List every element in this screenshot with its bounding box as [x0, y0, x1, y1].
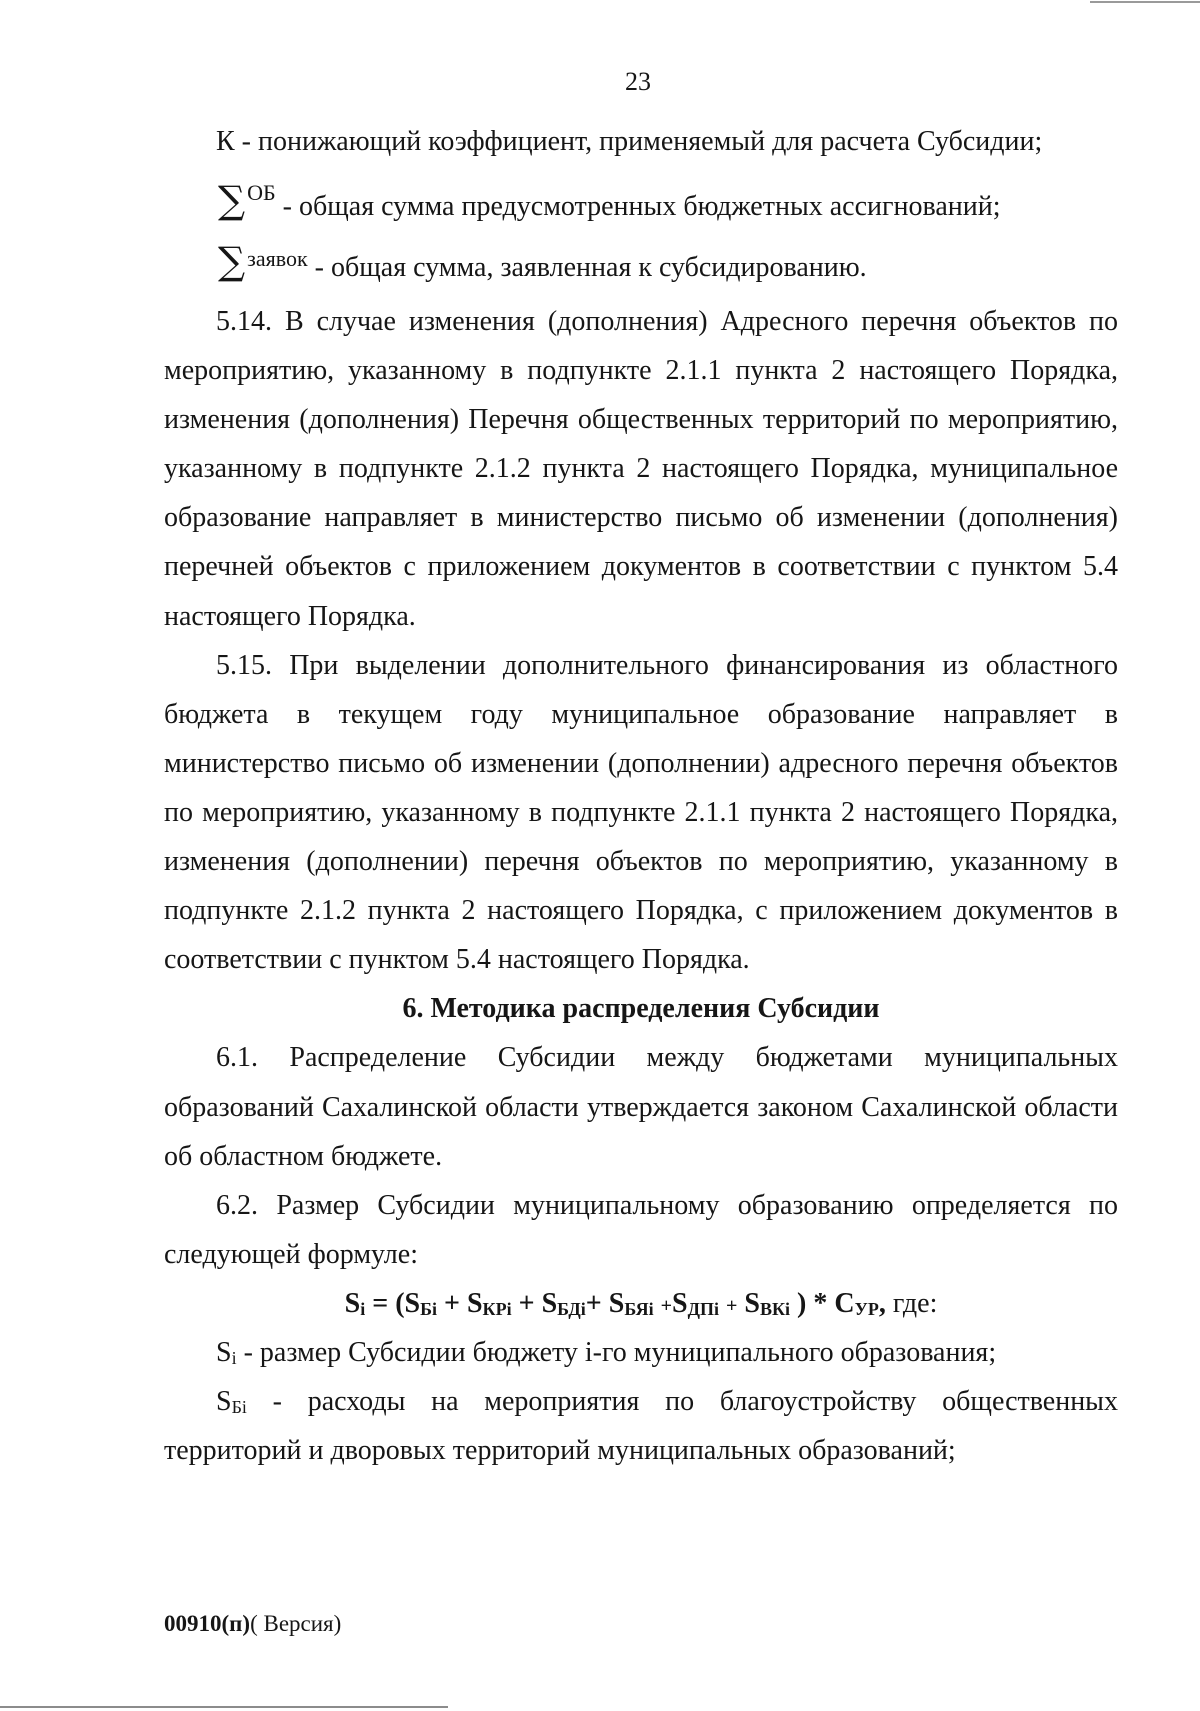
formula-subscript: ВКi: [759, 1298, 791, 1319]
document-body: [164, 297, 1118, 1475]
paragraph-line: образование направляет в министерство письмо об изменении (дополнения): [164, 502, 1118, 534]
page-number: 23: [625, 67, 651, 96]
definition-symbol: S: [216, 1386, 232, 1418]
section-heading: 6. Методика распределения Субсидии: [402, 993, 880, 1025]
paragraph-6-2: [164, 1181, 1118, 1279]
formula: [164, 1279, 1118, 1328]
definition-subscript: i: [231, 1347, 237, 1368]
sigma-symbol: ∑: [218, 178, 246, 222]
formula-plus: +: [585, 1287, 602, 1319]
paragraph-line: следующей формуле:: [164, 1238, 418, 1270]
formula-subscript: УР: [854, 1298, 879, 1319]
formula-close-paren: ): [797, 1287, 807, 1319]
paragraph-line: 5.15. При выделении дополнительного финансирования из областного: [216, 649, 1118, 681]
definition-sbi: [164, 1377, 1118, 1475]
paragraph-line: соответствии с пунктом 5.4 настоящего Порядка.: [164, 944, 750, 976]
definition-sum-ob: [164, 177, 1118, 237]
definition-sum-zayavok: [164, 238, 1118, 298]
paragraph-line: 5.14. В случае изменения (дополнения) Адресного перечня объектов по: [216, 306, 1118, 337]
definition-text: - общая сумма предусмотренных бюджетных ассигнований;: [282, 191, 1001, 222]
paragraph-line: министерство письмо об изменении (дополнении) адресного перечня объектов: [164, 747, 1118, 779]
paragraph-6-1: [164, 1033, 1118, 1180]
formula-subscript: i: [360, 1298, 366, 1319]
formula-symbol: S: [541, 1287, 558, 1319]
definition-sum-ob-line: [164, 177, 1118, 237]
paragraph-line: перечней объектов с приложением документов в соответствии с пунктом 5.4: [164, 551, 1118, 583]
formula-subscript: Бi: [420, 1298, 437, 1319]
definition-text: - расходы на мероприятия по благоустройству общественных: [272, 1386, 1118, 1418]
paragraph-line: образований Сахалинской области утверждается законом Сахалинской области: [164, 1091, 1118, 1123]
paragraph-line: указанному в подпункте 2.1.2 пункта 2 настоящего Порядка, муниципальное: [164, 453, 1118, 485]
paragraph-5-15: [164, 641, 1118, 985]
paragraph-line: настоящего Порядка.: [164, 600, 416, 632]
definition-text: - общая сумма, заявленная к субсидированию.: [314, 252, 867, 283]
formula-symbol: S: [466, 1287, 483, 1319]
paragraph-line: об областном бюджете.: [164, 1140, 443, 1172]
paragraph-line: мероприятию, указанному в подпункте 2.1.1 пункта 2 настоящего Порядка,: [164, 355, 1118, 387]
formula-equals: =: [372, 1287, 389, 1319]
definition-text: - размер Субсидии бюджету i-го муниципального образования;: [243, 1336, 997, 1368]
paragraph-line: изменения (дополнении) перечня объектов по мероприятию, указанному в: [164, 846, 1118, 878]
formula-symbol: S: [344, 1287, 361, 1319]
paragraph-5-14: [164, 297, 1118, 641]
document-code: 00910(п): [164, 1611, 251, 1636]
paragraph-line: бюджета в текущем году муниципальное образование направляет в: [164, 698, 1118, 730]
definition-k: К - понижающий коэффициент, применяемый для расчета Субсидии;: [216, 126, 1043, 157]
definition-sum-zayavok-line: [164, 238, 1118, 298]
sigma-symbol: ∑: [218, 239, 246, 283]
formula-symbol: S: [608, 1287, 625, 1319]
formula-symbol: S: [744, 1287, 760, 1319]
definition-subscript: Бi: [231, 1397, 247, 1418]
scan-artifact-line-bottom: [0, 1706, 448, 1708]
paragraph-line: подпункте 2.1.2 пункта 2 настоящего Порядка, с приложением документов в: [164, 895, 1118, 927]
paragraph-line: 6.1. Распределение Субсидии между бюджетами муниципальных: [216, 1042, 1118, 1074]
paragraph-line: изменения (дополнения) Перечня общественных территорий по мероприятию,: [164, 404, 1118, 436]
definition-line: [164, 1377, 1118, 1426]
definition-symbol: S: [216, 1336, 232, 1368]
formula-subscript: БДi: [557, 1298, 586, 1319]
formula-times: *: [813, 1287, 828, 1319]
formula-plus: +: [518, 1287, 535, 1319]
paragraph-line: 6.2. Размер Субсидии муниципальному образованию определяется по: [216, 1189, 1118, 1221]
formula-symbol: S: [672, 1287, 688, 1319]
definition-line: территорий и дворовых территорий муниципальных образований;: [164, 1435, 956, 1467]
formula-symbol: С: [834, 1287, 855, 1319]
formula-subscript: БЯi: [624, 1298, 654, 1319]
formula-subscript: КРi: [482, 1298, 512, 1319]
formula-subscript: ДПi: [687, 1298, 719, 1319]
scan-artifact-line-top: [1090, 1, 1200, 3]
formula-comma: ,: [878, 1287, 886, 1319]
footer: [164, 1608, 341, 1640]
formula-plus: +: [444, 1287, 460, 1319]
formula-symbol: S: [404, 1287, 421, 1319]
formula-plus: +: [726, 1294, 738, 1317]
sigma-subscript: заявок: [247, 246, 308, 271]
definition-si: [164, 1328, 1118, 1377]
document-version: ( Версия): [250, 1611, 342, 1636]
sigma-subscript: ОБ: [247, 180, 276, 205]
formula-open-paren: (: [395, 1287, 405, 1319]
formula-where: где:: [892, 1287, 938, 1319]
formula-plus: +: [660, 1294, 673, 1317]
definitions-block: [164, 117, 1118, 166]
paragraph-line: по мероприятию, указанному в подпункте 2.1.1 пункта 2 настоящего Порядка,: [164, 796, 1118, 828]
